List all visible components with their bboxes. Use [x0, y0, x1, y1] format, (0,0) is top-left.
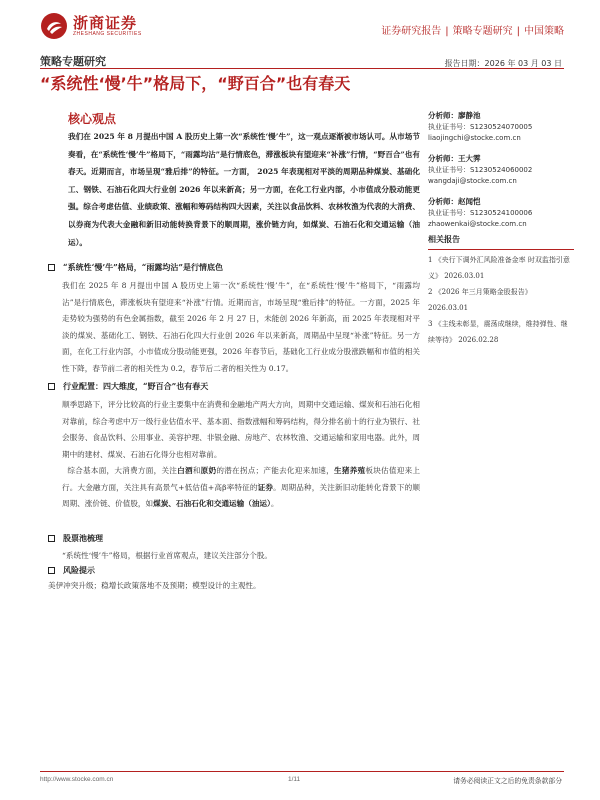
related-report-item[interactable]: 3 《主线未彰显，震荡成继续，维持弹性、继续等待》 2026.02.28 — [428, 320, 568, 344]
report-date: 报告日期：2026 年 03 月 03 日 — [444, 59, 562, 68]
section-heading-text: “系统性‘慢’牛”格局，“雨露均沾”是行情底色 — [63, 262, 223, 272]
company-logo — [40, 12, 142, 40]
report-type-label: 策略专题研究 — [40, 55, 106, 68]
footer-disclaimer: 请务必阅读正文之后的免责条款部分 — [453, 777, 562, 785]
logo-english: ZHESHANG SECURITIES — [73, 31, 142, 37]
page-number: 1/11 — [288, 776, 301, 783]
analyst-cert: 执业证书号：S1230524070005 — [428, 123, 533, 131]
analyst-name: 分析师：王大霁 — [428, 154, 481, 163]
checkbox-bullet-icon — [48, 535, 55, 542]
section-heading-text: 风险提示 — [63, 565, 95, 575]
report-category-links: 证券研究报告 | 策略专题研究 | 中国策略 — [381, 26, 564, 37]
checkbox-bullet-icon — [48, 264, 55, 271]
section-paragraph-stock-pool: “系统性‘慢’牛”格局，根据行业首席观点，建议关注部分个股。 — [62, 551, 273, 560]
analyst-email[interactable]: zhaowenkai@stocke.com.cn — [428, 220, 527, 228]
core-view-heading: 核心观点 — [68, 112, 117, 126]
analyst-email[interactable]: liaojingchi@stocke.com.cn — [428, 134, 521, 142]
section-heading-text: 股票池梳理 — [63, 533, 103, 543]
related-reports-list — [428, 252, 574, 348]
category-research-report: 证券研究报告 — [381, 26, 442, 37]
analyst-cert: 执业证书号：S1230524100006 — [428, 209, 533, 217]
section-paragraph-industry-allocation: 顺季思路下，评分比较高的行业主要集中在消费和金融地产两大方向，周期中交通运输、煤炭和石油石化相对靠前，综合考虑中万一级行业估值水平、基本面、指数涨幅和筹码结构，得分排名前十的行业为银行、社会服务、食品饮料、公用事业、美容护理、非银金融、房地产、农林牧渔、交通运输和家用电器。此外，周期中的建材、煤炭、石油石化得分也相对靠前。 — [62, 400, 420, 459]
analyst-name: 分析师：廖静池 — [428, 111, 481, 120]
zheshang-logo-icon — [40, 12, 68, 40]
section-heading-industry-allocation — [48, 381, 208, 392]
category-strategy-study: 策略专题研究 — [452, 26, 513, 37]
analyst-card — [428, 110, 578, 144]
section-heading-text: 行业配置：四大维度，“野百合”也有春天 — [63, 381, 209, 391]
related-report-item[interactable]: 1 《央行下调外汇风险准备金率 时双监指引意义》 2026.03.01 — [428, 256, 570, 280]
checkbox-bullet-icon — [48, 383, 55, 390]
analyst-card — [428, 153, 578, 187]
analyst-cert: 执业证书号：S1230524060002 — [428, 166, 533, 174]
section-paragraph-risk: 美伊冲突升级；稳增长政策落地不及预期；模型设计的主观性。 — [48, 581, 261, 590]
core-view-paragraph: 我们在 2025 年 8 月提出中国 A 股历史上第一次“系统性‘慢’牛”，这一观点逐渐被市场认可。从市场节奏看，在“系统性‘慢’牛”格局下，“雨露均沾”是行情底色，滞涨板块有望迎来“补涨”行情，“野百合”也有春天。近期而言，市场呈现“雅后排”的特征。一方面， 2025 年表现相对平淡的周期品种煤炭、基础化工、钢铁、石油石化四大行业创 2026 年以来新高；另一方面，在化工行业内部，小市值成分股动能更强。综合考虑估值、业绩政策、涨幅和筹码结构四大因素，关注以食品饮料、农林牧渔为代表的大消费、以券商为代表大金融和新旧动能转换背景下的顺周期，涨价链方向，如煤炭、石油石化和交通运输（油运）。 — [68, 132, 420, 247]
analyst-name: 分析师：赵闻恺 — [428, 197, 481, 206]
section-heading-systematic-bull — [48, 262, 223, 273]
report-title: “系统性‘慢’牛”格局下，“野百合”也有春天 — [40, 74, 351, 93]
report-header — [40, 8, 564, 48]
related-reports-heading: 相关报告 — [428, 234, 574, 250]
section-heading-stock-pool — [48, 533, 103, 544]
related-report-item[interactable]: 2 《2026 年三月策略金股报告》 2026.03.01 — [428, 288, 532, 312]
checkbox-bullet-icon — [48, 567, 55, 574]
section-paragraph-systematic-bull: 我们在 2025 年 8 月提出中国 A 股历史上第一次“系统性‘慢’牛”，在“系统性‘慢’牛”格局下，“雨露均沾”是行情底色，滞涨板块有望迎来“补涨”行情。近期而言，市场呈现“雅后排”的特征。一方面，2025 年走势较为强势的有色金属指数，截至 2026 年 2 月 27 日，未能创 2026 年新高，而 2025 年表现相对平淡的煤炭、基础化工、钢铁、石油石化四大行业创 2026 年以来新高，周期品中呈现“补涨”特征。另一方面，在化工行业内部，小市值成分股动能更强，2026 年春节后，基础化工行业成分股涨跌幅和市值的相关性下降，春节前二者的相关性为 0.2，春节后二者的相关性为 0.17。 — [62, 281, 420, 373]
category-china-strategy: 中国策略 — [524, 26, 564, 37]
footer-website-link[interactable]: http://www.stocke.com.cn — [40, 776, 114, 783]
analyst-card — [428, 196, 578, 230]
analyst-email[interactable]: wangdaji@stocke.com.cn — [428, 177, 517, 185]
section-paragraph-fundamentals: 综合基本面，大消费方面，关注白酒和原奶的潜在拐点；产能去化迎来加速，生猪养殖板块估值迎来上行。大金融方面，关注具有高景气+低估值+高β率特征的证券。周期品种，关注新旧动能转化背景下的顺周期、涨价链、价值股，如煤炭、石油石化和交通运输（油运）。 — [62, 466, 421, 508]
analyst-sidebar — [428, 110, 578, 239]
footer-divider — [40, 771, 564, 772]
logo-chinese: 浙商证券 — [73, 14, 138, 32]
section-heading-risk — [48, 565, 95, 576]
